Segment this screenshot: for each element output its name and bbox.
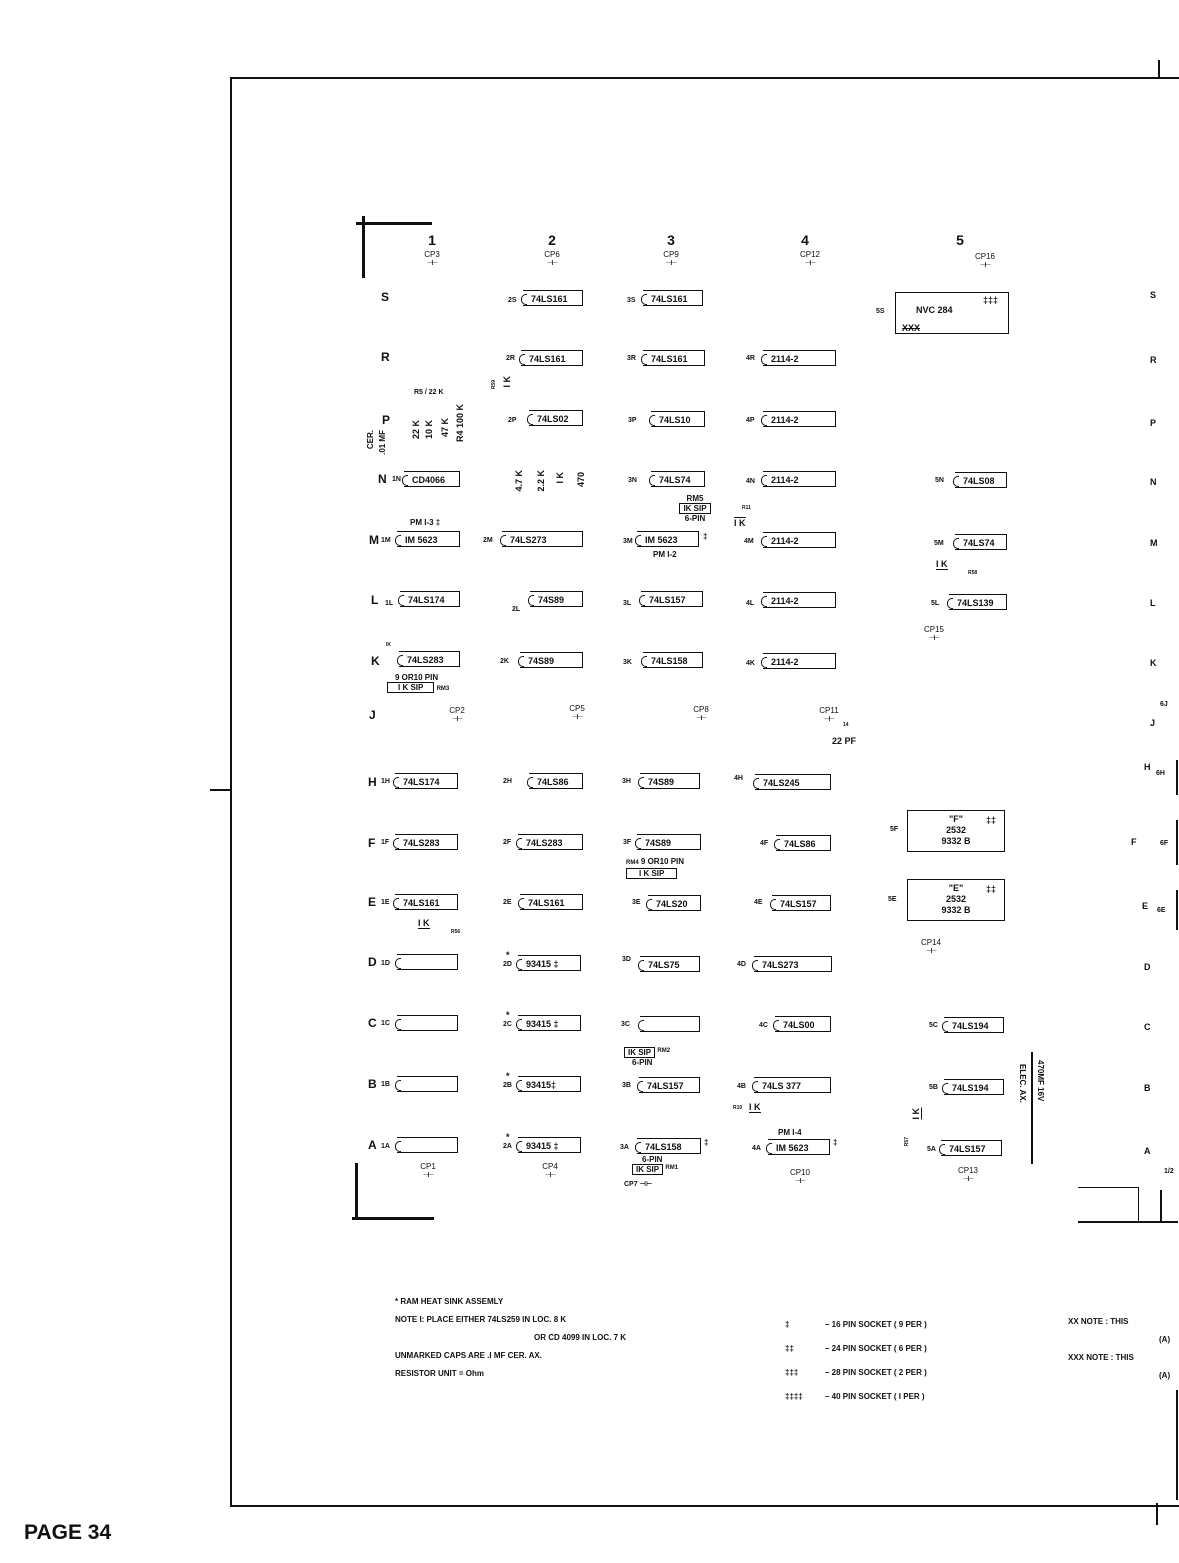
ic-2r: 74LS161 — [521, 350, 583, 366]
row-label-l: L — [371, 593, 379, 607]
loc-4h: 4H — [734, 775, 743, 782]
frame-tick-left — [210, 789, 230, 791]
loc-4a: 4A — [752, 1145, 761, 1152]
ic-5s-mark: ‡‡‡ — [982, 295, 998, 305]
ic-5f-label: "F" — [948, 814, 964, 824]
ic-4d: 74LS273 — [754, 956, 832, 972]
loc-1f: 1F — [381, 839, 390, 846]
ic-5f-alt: 9332 B — [941, 836, 971, 846]
sip-rm3-pins: 9 OR10 PIN — [395, 673, 439, 682]
loc-2d: 2D — [503, 961, 512, 968]
pm-1-3: PM I-3 ‡ — [410, 518, 441, 527]
notes-sockets — [785, 1313, 927, 1409]
cap-cp15: CP15 ⊣⊢ — [923, 625, 944, 642]
loc-4l: 4L — [746, 600, 755, 607]
ic-5e-mark: ‡‡ — [985, 884, 996, 894]
ic-2a: 93415 ‡ — [518, 1137, 581, 1153]
row-label-right-d: D — [1144, 962, 1151, 972]
loc-4f: 4F — [760, 840, 769, 847]
sip-rm2 — [624, 1047, 670, 1067]
loc-5c: 5C — [929, 1022, 938, 1029]
ic-4h: 74LS245 — [755, 774, 831, 790]
loc-4p: 4P — [746, 417, 755, 424]
loc-2p: 2P — [508, 417, 517, 424]
resistor-r58: I K — [936, 559, 948, 569]
ic-5s-part: NVC 284 — [916, 305, 953, 315]
row-label-right-b: B — [1144, 1083, 1151, 1093]
loc-2b: 2B — [503, 1082, 512, 1089]
resistor-r4-100k: R4 100 K — [455, 404, 465, 443]
ic-3m: IM 5623 — [637, 531, 699, 547]
row-label-h: H — [368, 775, 377, 789]
row-label-j: J — [369, 708, 376, 722]
ic-5s-note: XXX — [902, 323, 921, 333]
ic-5e-label: "E" — [948, 883, 964, 893]
loc-3a: 3A — [620, 1144, 629, 1151]
resistor-r59-value: I K — [502, 376, 512, 388]
loc-4c: 4C — [759, 1022, 768, 1029]
loc-3c: 3C — [621, 1021, 630, 1028]
socket-40pin — [785, 1385, 927, 1409]
frame-tick-top — [1158, 60, 1160, 78]
ic-5e-alt: 9332 B — [941, 905, 971, 915]
row-label-right-r: R — [1150, 355, 1157, 365]
ic-4m: 2114-2 — [763, 532, 836, 548]
cap-label: CP12 ⊣⊢ — [799, 250, 820, 267]
socket-16pin-sym: ‡ — [785, 1320, 790, 1329]
loc-1b: 1B — [381, 1081, 390, 1088]
resistor-r57: I K — [911, 1108, 921, 1120]
ic-1c — [397, 1015, 458, 1031]
cap-14-label: 14 — [843, 722, 849, 728]
sip-rm5 — [670, 494, 720, 523]
ic-2k: 74S89 — [520, 652, 583, 668]
ic-4p: 2114-2 — [763, 411, 836, 427]
sip-rm4-body: I K SIP — [626, 868, 677, 879]
ic-2e: 74LS161 — [520, 894, 583, 910]
ic-4f: 74LS86 — [776, 835, 831, 851]
cap-type-cer: CER. — [366, 430, 375, 450]
label-6j: 6J — [1160, 701, 1168, 708]
loc-4d: 4D — [737, 961, 746, 968]
label-half: 1/2 — [1164, 1168, 1174, 1175]
ic-4a-mark: ‡ — [833, 1138, 838, 1147]
cap-cp7: CP7 ⊣⊢ — [624, 1181, 653, 1188]
ic-5f — [907, 810, 1005, 852]
loc-1h: 1H — [381, 778, 390, 785]
loc-2a: 2A — [503, 1143, 512, 1150]
cap-label: CP9 ⊣⊢ — [663, 250, 679, 267]
ic-3m-mark: ‡ — [703, 532, 708, 541]
label-6h: 6H — [1156, 770, 1165, 777]
ic-3n: 74LS74 — [651, 471, 705, 487]
resistor-r56: I K — [418, 918, 430, 928]
note-xxx: XXX NOTE : THIS — [1068, 1353, 1134, 1362]
ic-1l: 74LS174 — [400, 591, 460, 607]
label-6f: 6F — [1160, 840, 1169, 847]
edge-line-6e — [1176, 890, 1178, 930]
ic-3s: 74LS161 — [643, 290, 703, 306]
ic-3a-mark: ‡ — [704, 1138, 709, 1147]
note-edge-line — [1176, 1390, 1178, 1500]
loc-4n: 4N — [746, 478, 755, 485]
row-label-n: N — [378, 472, 387, 486]
ic-5b: 74LS194 — [944, 1079, 1004, 1095]
ic-2f: 74LS283 — [518, 834, 583, 850]
socket-28pin-text: – 28 PIN SOCKET ( 2 PER ) — [825, 1368, 927, 1377]
sip-rm5-body: IK SIP — [679, 503, 710, 514]
ic-5m: 74LS74 — [955, 534, 1007, 550]
corner-mark-br — [1078, 1187, 1139, 1221]
row-label-right-m: M — [1150, 538, 1158, 548]
loc-5a: 5A — [927, 1146, 936, 1153]
drawing-frame — [230, 77, 1179, 1507]
loc-2e: 2E — [503, 899, 512, 906]
ic-4l: 2114-2 — [763, 592, 836, 608]
cap-cp10: CP10 ⊣⊢ — [789, 1168, 810, 1185]
row-label-f: F — [368, 836, 376, 850]
column-number: 4 — [801, 232, 809, 248]
socket-40pin-text: – 40 PIN SOCKET ( I PER ) — [825, 1392, 925, 1401]
note-caps: UNMARKED CAPS ARE .I MF CER. AX. — [395, 1351, 542, 1360]
cap-cp4: CP4 ⊣⊢ — [542, 1162, 558, 1179]
resistor-r59-label: R59 — [491, 380, 497, 390]
socket-24pin-sym: ‡‡ — [785, 1344, 794, 1353]
ic-3a: 74LS158 — [637, 1138, 701, 1154]
row-label-c: C — [368, 1016, 377, 1030]
ic-1f: 74LS283 — [395, 834, 458, 850]
ic-3k: 74LS158 — [643, 652, 703, 668]
row-label-p: P — [382, 413, 391, 427]
cap-cp5: CP5 ⊣⊢ — [569, 704, 585, 721]
loc-2m: 2M — [483, 537, 493, 544]
ic-1h: 74LS174 — [395, 773, 458, 789]
row-label-right-f: F — [1131, 837, 1137, 847]
notes-right — [1068, 1313, 1170, 1385]
ic-3p: 74LS10 — [651, 411, 705, 427]
ic-3b: 74LS157 — [639, 1077, 700, 1093]
cap-cp8: CP8 ⊣⊢ — [693, 705, 709, 722]
ic-1d — [397, 954, 458, 970]
ic-2l: 74S89 — [530, 591, 583, 607]
resistor-r3: 10 K — [424, 420, 434, 440]
cap-elec-lead — [1031, 1052, 1033, 1164]
note-xx-a: (A) — [1159, 1335, 1171, 1344]
loc-4k: 4K — [746, 660, 755, 667]
edge-line-6f — [1176, 820, 1178, 865]
sip-rm1-pins: 6-PIN — [642, 1155, 663, 1164]
edge-line-6h — [1176, 760, 1178, 795]
cap-elec-value: 470MF 16V — [1036, 1060, 1045, 1102]
loc-3p: 3P — [628, 417, 637, 424]
heatsink-star-2b: * — [506, 1071, 510, 1081]
page-number: PAGE 34 — [24, 1521, 112, 1544]
note-heatsink: * RAM HEAT SINK ASSEMLY — [395, 1297, 504, 1306]
ic-5n: 74LS08 — [955, 472, 1007, 488]
cap-label: CP16 ⊣⊢ — [974, 252, 995, 269]
resistor-r10b-label: R10 — [733, 1105, 743, 1111]
ic-3e: 74LS20 — [648, 895, 701, 911]
loc-3l: 3L — [623, 600, 632, 607]
loc-3e: 3E — [632, 899, 641, 906]
ic-2m: 74LS273 — [502, 531, 583, 547]
loc-3m: 3M — [623, 538, 633, 545]
socket-28pin — [785, 1361, 927, 1385]
resistor-k-1k: IK — [386, 642, 391, 648]
row-label-right-k: K — [1150, 658, 1157, 668]
loc-3r: 3R — [627, 355, 636, 362]
socket-24pin — [785, 1337, 927, 1361]
ic-1e: 74LS161 — [395, 894, 458, 910]
resistor-r8: 2.2 K — [536, 470, 546, 492]
ic-4k: 2114-2 — [763, 653, 836, 669]
loc-2s: 2S — [508, 297, 517, 304]
row-label-right-s: S — [1150, 290, 1157, 300]
cap-22pf: 22 PF — [832, 736, 857, 746]
loc-2f: 2F — [503, 839, 512, 846]
row-label-right-h: H — [1144, 762, 1151, 772]
loc-5n: 5N — [935, 477, 944, 484]
sip-rm5-label: RM5 — [686, 494, 704, 503]
row-label-k: K — [371, 654, 380, 668]
ic-4c: 74LS00 — [775, 1016, 831, 1032]
ic-1k: 74LS283 — [399, 651, 460, 667]
sip-rm5-pins: 6-PIN — [684, 514, 706, 523]
ic-5c: 74LS194 — [944, 1017, 1004, 1033]
resistor-r58-label: R58 — [968, 570, 978, 576]
cap-cp13: CP13 ⊣⊢ — [957, 1166, 978, 1183]
ic-2h: 74LS86 — [529, 773, 583, 789]
row-label-d: D — [368, 955, 377, 969]
socket-40pin-sym: ‡‡‡‡ — [785, 1392, 803, 1401]
cap-label: CP3 ⊣⊢ — [424, 250, 440, 267]
socket-16pin — [785, 1313, 927, 1337]
note-resistor: RESISTOR UNIT = Ohm — [395, 1369, 484, 1378]
resistor-r11: I K — [734, 518, 746, 528]
sip-rm3-label: RM3 — [436, 686, 450, 692]
row-label-right-j: J — [1150, 718, 1156, 728]
sip-rm4-label: RM4 — [626, 860, 639, 866]
resistor-r11-label: R11 — [742, 505, 751, 511]
sip-rm2-pins: 6-PIN — [632, 1058, 653, 1067]
note-xxx-a: (A) — [1159, 1371, 1171, 1380]
ic-3h: 74S89 — [640, 773, 700, 789]
resistor-r9: I K — [555, 472, 565, 484]
sip-rm1-body: IK SIP — [632, 1164, 663, 1175]
corner-mark-tl-v — [362, 216, 365, 278]
ic-2p: 74LS02 — [529, 410, 583, 426]
notes-left — [395, 1293, 626, 1383]
ic-3l: 74LS157 — [641, 591, 703, 607]
loc-5m: 5M — [934, 540, 944, 547]
loc-4b: 4B — [737, 1083, 746, 1090]
frame-tick-bottom — [1156, 1503, 1158, 1525]
ic-5e — [907, 879, 1005, 921]
sip-rm1-label: RM1 — [665, 1165, 679, 1171]
loc-3k: 3K — [623, 659, 632, 666]
resistor-r6: 4.7 K — [514, 470, 524, 492]
loc-5b: 5B — [929, 1084, 938, 1091]
ic-5e-part: 2532 — [945, 894, 967, 904]
cap-cp11: CP11 ⊣⊢ — [819, 706, 839, 723]
loc-1l: 1L — [385, 600, 394, 607]
cap-value-01mf: .01 MF — [378, 430, 387, 455]
ic-3r: 74LS161 — [643, 350, 705, 366]
ic-4n: 2114-2 — [763, 471, 836, 487]
note-1a: NOTE I: PLACE EITHER 74LS259 IN LOC. 8 K — [395, 1315, 567, 1324]
heatsink-star-2d: * — [506, 950, 510, 960]
sip-rm4 — [626, 857, 684, 879]
loc-5e: 5E — [888, 896, 897, 903]
loc-2h: 2H — [503, 778, 512, 785]
column-number: 1 — [428, 232, 436, 248]
ic-4a: IM 5623 — [768, 1139, 830, 1155]
loc-4m: 4M — [744, 538, 754, 545]
cap-cp14: CP14 ⊣⊢ — [920, 938, 941, 955]
resistor-r4: 47 K — [440, 418, 450, 438]
row-label-s: S — [381, 290, 390, 304]
corner-mark-br-v — [1160, 1190, 1162, 1222]
ic-2s: 74LS161 — [523, 290, 583, 306]
loc-3h: 3H — [622, 778, 631, 785]
loc-1c: 1C — [381, 1020, 390, 1027]
loc-1e: 1E — [381, 899, 390, 906]
loc-3d: 3D — [622, 956, 631, 963]
resistor-r10b: I K — [749, 1102, 761, 1112]
pm-1-4: PM I-4 — [778, 1128, 802, 1137]
corner-mark-br-base — [1078, 1221, 1178, 1223]
socket-16pin-text: – 16 PIN SOCKET ( 9 PER ) — [825, 1320, 927, 1329]
sip-rm4-pins: 9 OR10 PIN — [640, 857, 685, 866]
ic-2b: 93415‡ — [518, 1076, 581, 1092]
label-6e: 6E — [1157, 907, 1166, 914]
loc-5s: 5S — [876, 308, 885, 315]
corner-mark-bl-h — [352, 1217, 434, 1220]
socket-28pin-sym: ‡‡‡ — [785, 1368, 799, 1377]
loc-5l: 5L — [931, 600, 940, 607]
loc-2r: 2R — [506, 355, 515, 362]
heatsink-star-2a: * — [506, 1132, 510, 1142]
socket-24pin-text: – 24 PIN SOCKET ( 6 PER ) — [825, 1344, 927, 1353]
row-label-e: E — [368, 895, 377, 909]
ic-4r: 2114-2 — [763, 350, 836, 366]
ic-3d: 74LS75 — [640, 956, 700, 972]
column-number: 5 — [956, 232, 964, 248]
corner-mark-tl-h — [356, 222, 432, 225]
loc-1m: 1M — [381, 537, 391, 544]
sip-rm3 — [387, 673, 449, 694]
cap-label: CP6 ⊣⊢ — [544, 250, 560, 267]
row-label-right-l: L — [1150, 598, 1156, 608]
resistor-r2: 22 K — [411, 420, 421, 440]
row-label-right-e: E — [1142, 901, 1149, 911]
loc-3s: 3S — [627, 297, 636, 304]
pm-1-2: PM I-2 — [653, 550, 677, 559]
corner-mark-bl-v — [355, 1163, 358, 1220]
ic-3c — [640, 1016, 700, 1032]
sip-rm2-label: RM2 — [657, 1048, 671, 1054]
resistor-r57-label: R57 — [904, 1137, 910, 1147]
loc-4r: 4R — [746, 355, 755, 362]
resistor-r10: 470 — [576, 472, 586, 488]
loc-3f: 3F — [623, 839, 632, 846]
column-number: 2 — [548, 232, 556, 248]
row-label-a: A — [368, 1138, 377, 1152]
ic-5s — [895, 292, 1009, 334]
note-xx: XX NOTE : THIS — [1068, 1317, 1129, 1326]
cap-cp1: CP1 ⊣⊢ — [420, 1162, 436, 1179]
row-label-right-n: N — [1150, 477, 1157, 487]
loc-2c: 2C — [503, 1021, 512, 1028]
row-label-r: R — [381, 350, 390, 364]
sip-rm1 — [632, 1155, 678, 1175]
resistor-r5: R5 / 22 K — [414, 389, 444, 396]
loc-1a: 1A — [381, 1143, 390, 1150]
row-label-m: M — [369, 533, 379, 547]
ic-1b — [397, 1076, 458, 1092]
sip-rm2-body: IK SIP — [624, 1047, 655, 1058]
heatsink-star-2c: * — [506, 1010, 510, 1020]
ic-1m: IM 5623 — [397, 531, 460, 547]
resistor-r56-label: R56 — [451, 929, 461, 935]
ic-1a — [397, 1137, 458, 1153]
cap-cp2: CP2 ⊣⊢ — [449, 706, 465, 723]
ic-3f: 74S89 — [637, 834, 701, 850]
ic-1n: CD4066 — [404, 471, 460, 487]
ic-2d: 93415 ‡ — [518, 955, 581, 971]
loc-4e: 4E — [754, 899, 763, 906]
ic-5f-mark: ‡‡ — [985, 815, 996, 825]
loc-1n: 1N — [392, 476, 401, 483]
cap-elec-type: ELEC. AX. — [1018, 1064, 1027, 1103]
loc-3b: 3B — [622, 1082, 631, 1089]
note-1b: OR CD 4099 IN LOC. 7 K — [534, 1333, 627, 1342]
row-label-b: B — [368, 1077, 377, 1091]
ic-4e: 74LS157 — [772, 895, 831, 911]
loc-3n: 3N — [628, 477, 637, 484]
column-number: 3 — [667, 232, 675, 248]
loc-2l: 2L — [512, 606, 521, 613]
ic-5a: 74LS157 — [941, 1140, 1002, 1156]
row-label-right-a: A — [1144, 1146, 1151, 1156]
ic-5l: 74LS139 — [949, 594, 1007, 610]
loc-2k: 2K — [500, 658, 509, 665]
sip-rm3-body: I K SIP — [387, 682, 434, 693]
row-label-right-p: P — [1150, 418, 1157, 428]
row-label-right-c: C — [1144, 1022, 1151, 1032]
loc-5f: 5F — [890, 826, 899, 833]
ic-4b: 74LS 377 — [754, 1077, 831, 1093]
ic-2c: 93415 ‡ — [518, 1015, 581, 1031]
ic-5f-part: 2532 — [945, 825, 967, 835]
loc-1d: 1D — [381, 960, 390, 967]
